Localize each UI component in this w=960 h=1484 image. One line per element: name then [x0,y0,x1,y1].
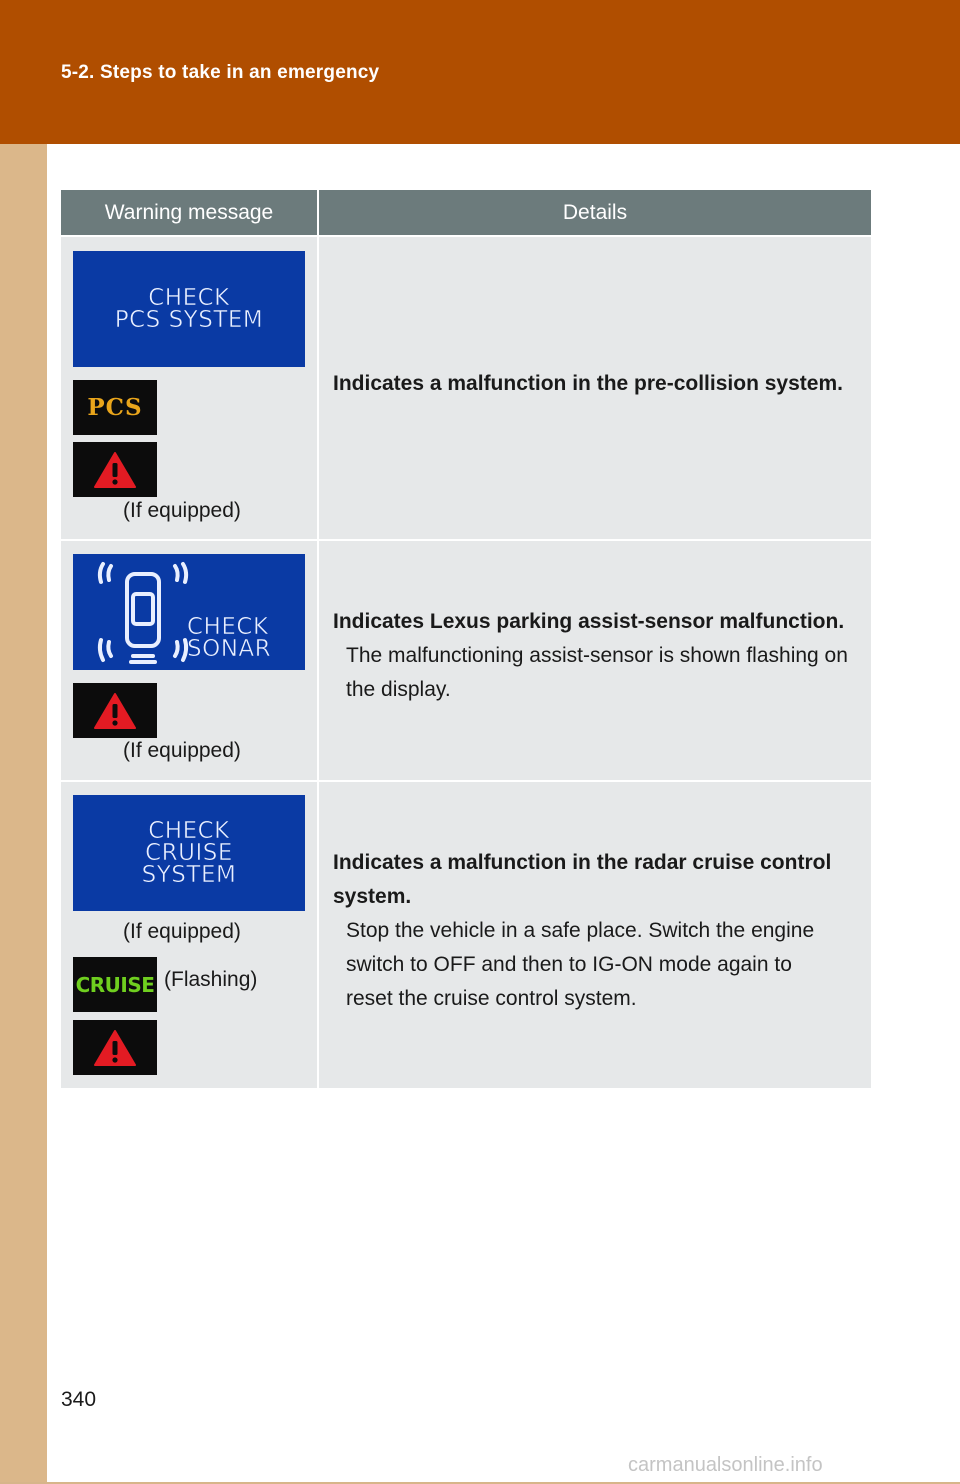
screen-line: CHECK [187,614,269,640]
details-cell [319,541,871,780]
warning-cell [61,782,319,1088]
check-pcs-display [73,251,305,367]
cruise-indicator-lamp [73,957,157,1012]
detail-title: Indicates a malfunction in the pre-collision system. [333,372,843,395]
exclamation-triangle-icon [93,692,137,730]
column-header-details: Details [562,200,628,224]
table-header [61,190,871,235]
master-warning-lamp [73,442,157,497]
table-row-sonar [61,539,871,780]
if-equipped-note: (If equipped) [123,739,241,762]
screen-line: CRUISE [145,840,233,866]
detail-title: Indicates Lexus parking assist-sensor malfunction. [333,610,845,633]
exclamation-triangle-icon [93,1029,137,1067]
table-row-cruise [61,780,871,1088]
detail-body [346,639,848,707]
pcs-indicator-lamp [73,380,157,435]
detail-line: switch to OFF and then to IG-ON mode again to [346,953,792,976]
detail-title-line: system. [333,885,412,908]
detail-title [333,846,831,914]
detail-line: Stop the vehicle in a safe place. Switch the engine [346,919,815,942]
screen-line: PCS SYSTEM [114,307,264,333]
detail-line: The malfunctioning assist-sensor is shown flashing on [346,644,848,667]
detail-line: the display. [346,678,451,701]
screen-line: SONAR [187,636,272,662]
screen-line: SYSTEM [141,862,237,888]
page-number: 340 [61,1388,97,1411]
detail-body [346,914,814,1016]
warning-cell [61,541,319,780]
table-row-pcs [61,235,871,539]
detail-title-line: Indicates a malfunction in the radar cruise control [333,851,832,874]
section-title: 5-2. Steps to take in an emergency [61,62,380,83]
side-band [0,144,47,1482]
details-cell [319,782,871,1088]
pcs-lamp-label: PCS [87,394,143,421]
flashing-note: (Flashing) [164,968,258,991]
screen-line: CHECK [148,285,230,311]
master-warning-lamp [73,683,157,738]
check-cruise-display [73,795,305,911]
if-equipped-note: (If equipped) [123,499,241,522]
exclamation-triangle-icon [93,451,137,489]
warning-table [61,190,871,1088]
warning-cell [61,237,319,539]
check-sonar-display [73,554,305,670]
watermark: carmanualsonline.info [628,1454,823,1476]
parking-sensor-car-icon [93,556,193,668]
master-warning-lamp [73,1020,157,1075]
cruise-lamp-label: CRUISE [75,972,155,997]
column-header-warning: Warning message [61,190,319,235]
detail-line: reset the cruise control system. [346,987,637,1010]
if-equipped-note: (If equipped) [123,920,241,943]
screen-line: CHECK [148,818,230,844]
details-cell [319,237,871,539]
